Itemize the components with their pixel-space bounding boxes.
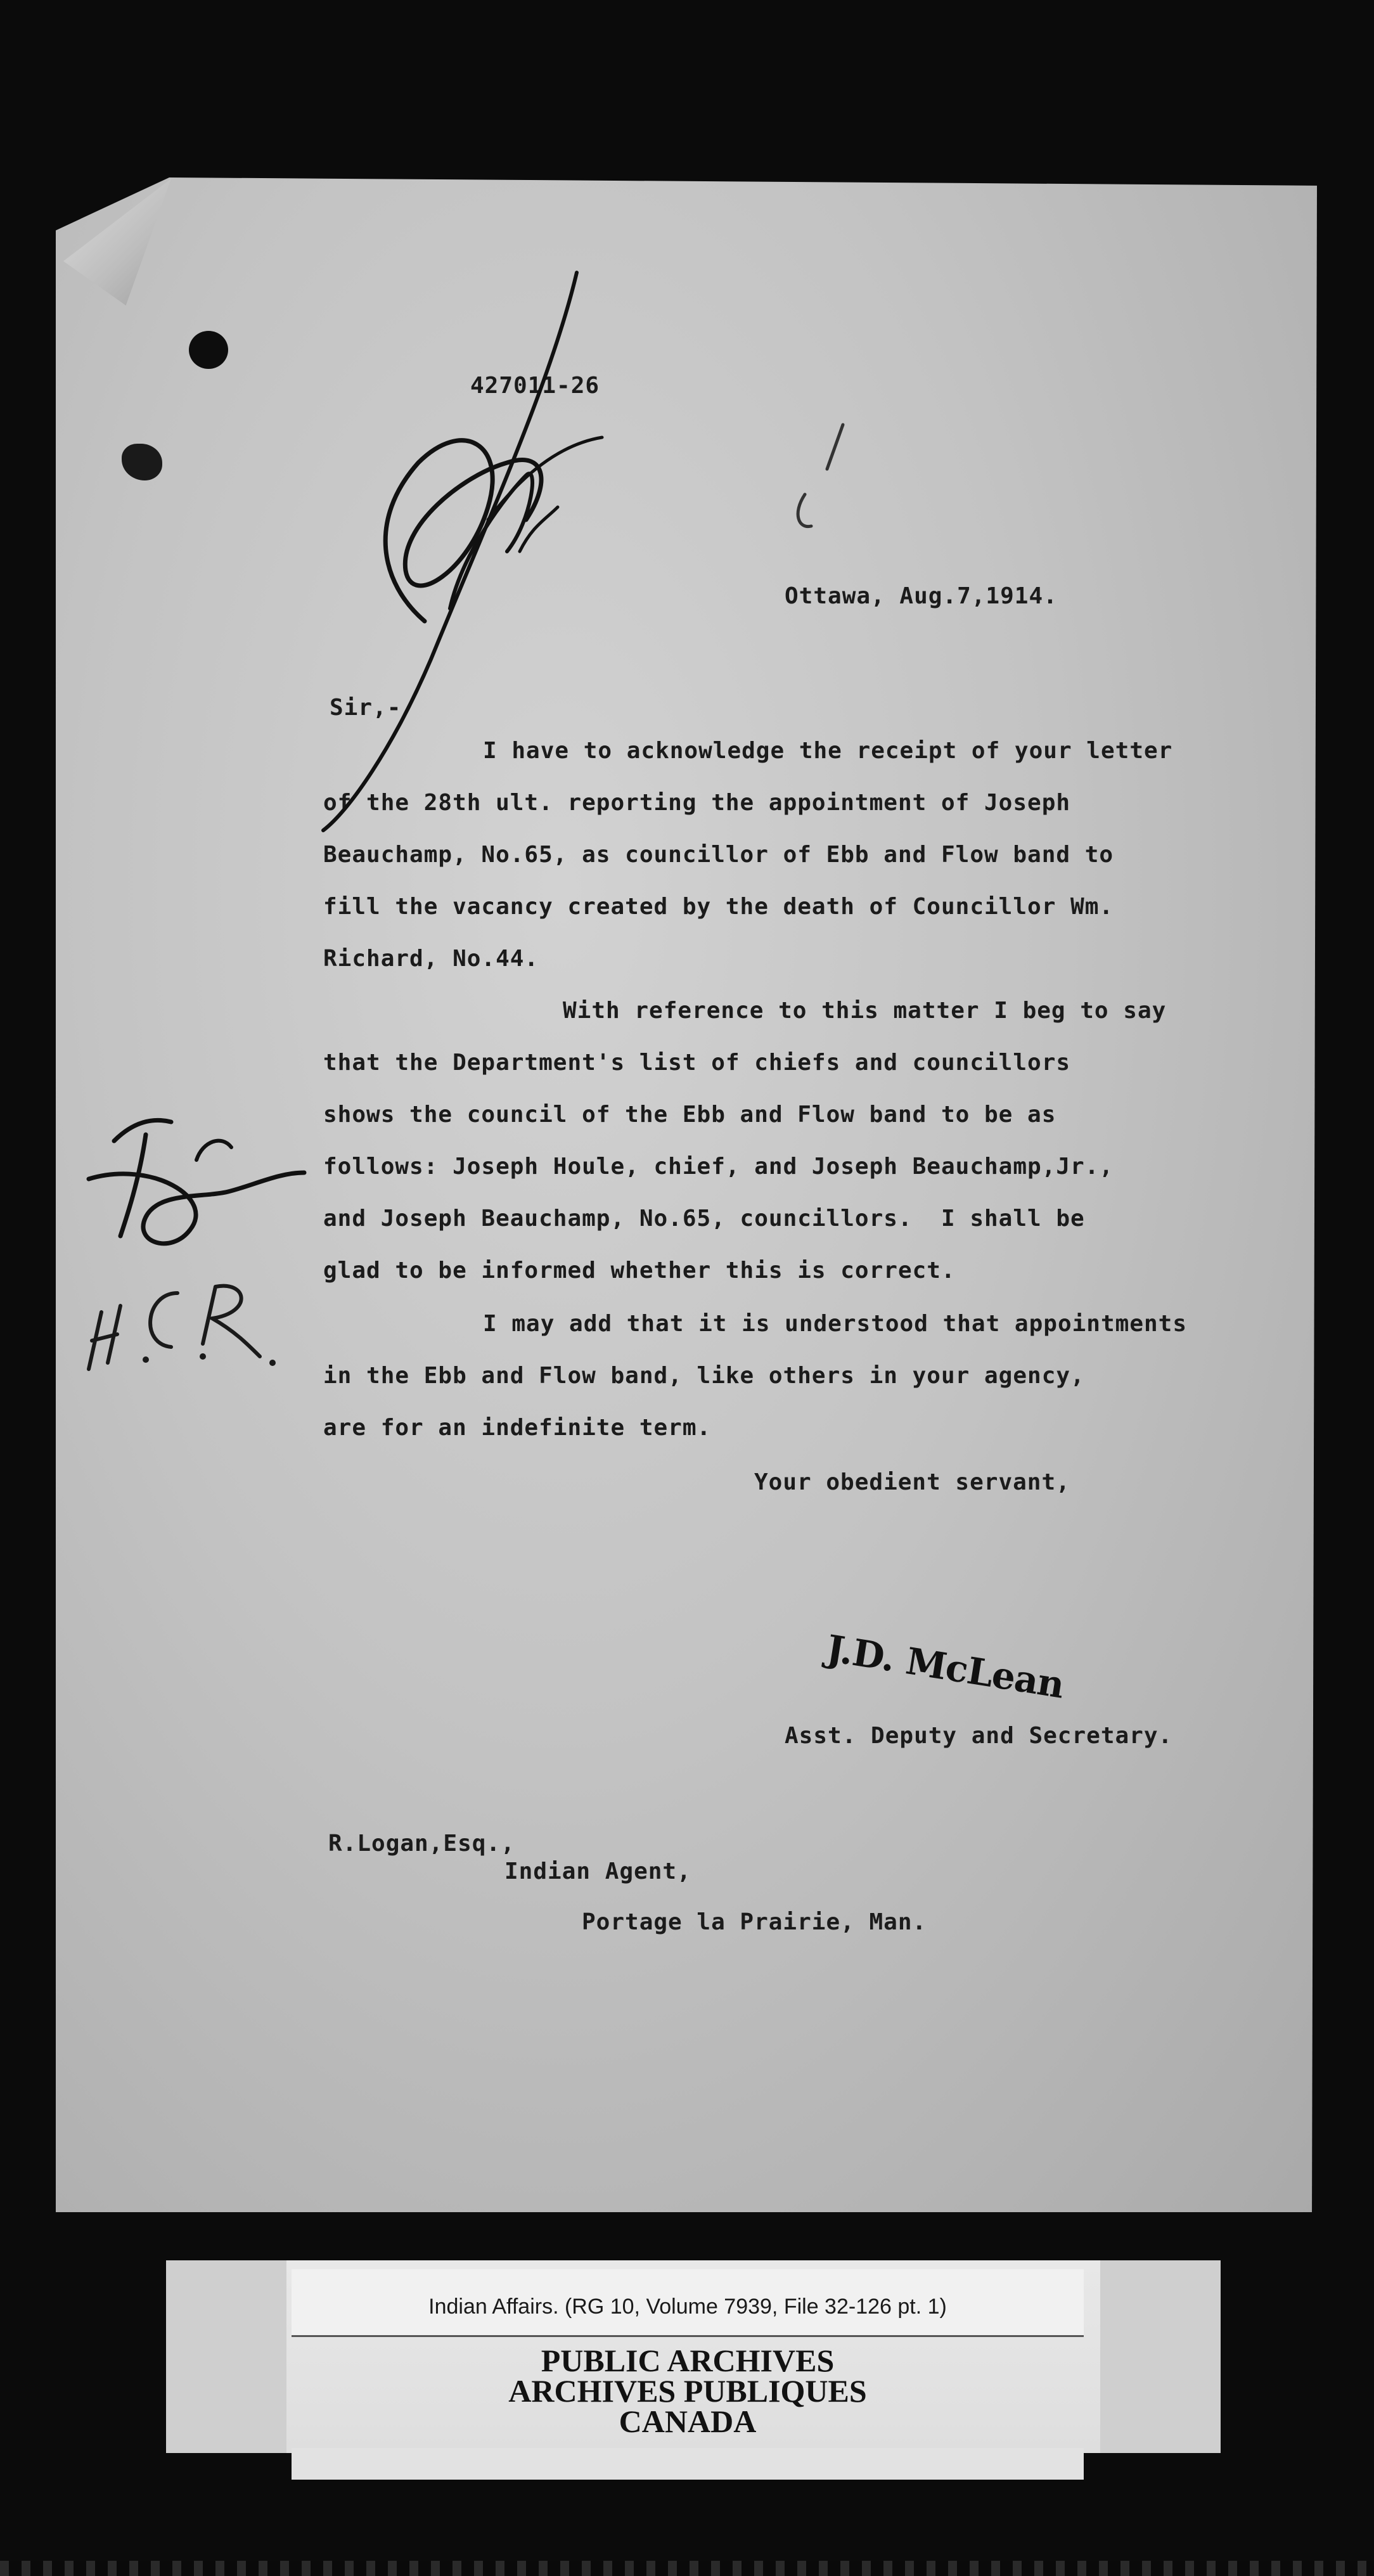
body-line: are for an indefinite term. [323,1415,712,1441]
archive-bottom-strip [292,2448,1084,2480]
body-line: that the Department's list of chiefs and councillors [323,1050,1071,1076]
letter-sheet [56,177,1317,2212]
body-line: follows: Joseph Houle, chief, and Joseph Beauchamp,Jr., [323,1154,1114,1180]
body-line: I may add that it is understood that appointments [483,1311,1188,1337]
body-line: fill the vacancy created by the death of Councillor Wm. [323,894,1114,920]
body-line: With reference to this matter I beg to say [563,998,1167,1024]
archive-stamp-line: CANADA [619,2404,757,2439]
body-line: Beauchamp, No.65, as councillor of Ebb and Flow band to [323,842,1114,868]
addressee-name: R.Logan,Esq., [328,1831,515,1857]
signature-stamp: J.D. McLean [823,1626,1067,1707]
body-line: in the Ebb and Flow band, like others in your agency, [323,1363,1085,1389]
archive-reference: Indian Affairs. (RG 10, Volume 7939, File 32-126 pt. 1) [428,2295,947,2319]
film-sprocket-edge [0,2561,1374,2576]
date-line: Ottawa, Aug.7,1914. [785,583,1058,609]
salutation: Sir,- [330,695,402,721]
body-line: glad to be informed whether this is correct. [323,1258,956,1284]
signatory-title: Asst. Deputy and Secretary. [785,1723,1173,1749]
archive-label-side [1100,2260,1221,2453]
body-line: shows the council of the Ebb and Flow band to be as [323,1102,1056,1128]
body-line: I have to acknowledge the receipt of your letter [483,738,1173,764]
archive-stamp [292,2345,1084,2437]
body-line: and Joseph Beauchamp, No.65, councillors. I shall be [323,1206,1085,1232]
archive-stamp-line: ARCHIVES PUBLIQUES [508,2373,867,2409]
archive-stamp-line: PUBLIC ARCHIVES [541,2343,835,2378]
addressee-role: Indian Agent, [504,1858,691,1884]
file-number: 427011-26 [470,373,600,399]
punch-hole [189,331,228,369]
body-line: Richard, No.44. [323,946,539,972]
addressee-place: Portage la Prairie, Man. [582,1909,927,1935]
closing-line: Your obedient servant, [754,1469,1070,1495]
archive-label-side [166,2260,286,2453]
body-line: of the 28th ult. reporting the appointment of Joseph [323,790,1071,816]
